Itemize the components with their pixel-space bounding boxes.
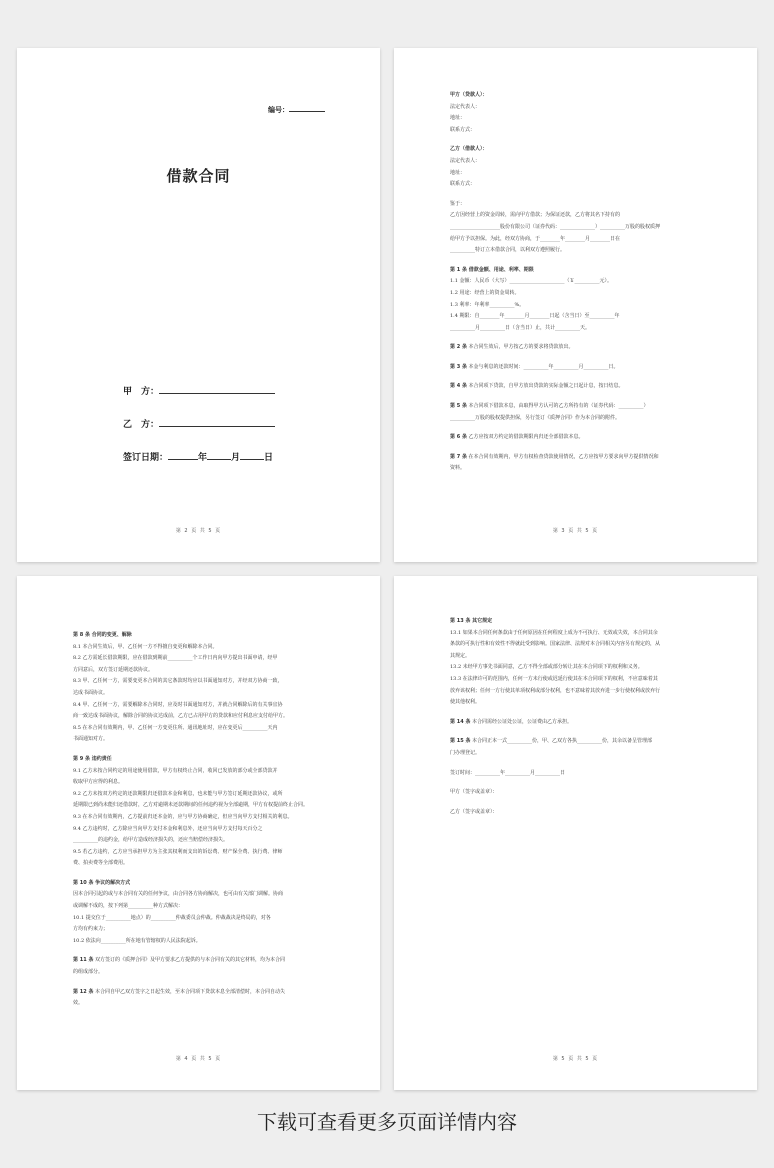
contract-number-line [289, 105, 325, 112]
paragraph-gap [73, 979, 328, 987]
paragraph-gap [73, 947, 328, 955]
paragraph-gap [450, 136, 705, 144]
body-line: 9.2 乙方未按双方约定的还款期限归还借款本金和利息，也未能与甲方签订延期还款协议，或所 [73, 790, 283, 797]
body-line: __________月__________日（含当日）止，共计__________天。 [450, 324, 591, 331]
paragraph-gap [450, 354, 705, 362]
body-line: 效。 [73, 1000, 84, 1007]
body-line: 第 3 条 本金与利息的还款时间：__________年__________月__________日。 [450, 363, 619, 370]
paragraph-gap [450, 779, 705, 787]
body-line: 收取甲方应得的利息。 [73, 779, 124, 786]
body-line: 第 5 条 本合同项下借款本息，由取得甲方认可的乙方所持有的（证券代码：__________） [450, 403, 649, 410]
body-line: 8.4 甲、乙任何一方，需要解除本合同时，应及时书面通知对方，并就合同解除后的有关事宜协 [73, 701, 283, 708]
body-line: 乙方（签字或盖章）： [450, 808, 498, 815]
body-line: 13.3 在法律许可的范围内，任何一方未行使或迟延行使其在本合同项下的权利，不应意味着其 [450, 675, 658, 682]
party-a-line [159, 385, 275, 394]
body-line: 条款的可执行性和有效性不得就此受到影响。国家法律、法规对本合同相关内容另有规定的，从 [450, 641, 661, 648]
body-line: 13.2 未经甲方事先书面同意，乙方不得全部或部分转让其在本合同项下的权利和义务。 [450, 664, 643, 671]
page-4-body [450, 616, 705, 818]
body-line: 甲方（签字或盖章）： [450, 789, 498, 796]
paragraph-gap [73, 746, 328, 754]
body-line: 地址： [450, 115, 466, 122]
section-heading: 第 8 条 合同的变更、解除 [73, 632, 132, 638]
body-line: 10.2 依法向__________所在地有管辖权的人民法院起诉。 [73, 937, 201, 944]
section-heading: 第 13 条 其它规定 [450, 618, 493, 624]
contract-number [268, 105, 325, 115]
body-line: 延期限已到尚未能归还借款时，乙方对逾期未还款期间的任何违约视为全部逾期，甲方有权提前终止合同。 [73, 802, 309, 809]
body-line: 第 11 条 双方签订的《质押合同》及甲方要求乙方提供的与本合同有关的其它材料，均为本合同 [73, 957, 286, 964]
body-line: 签订时间：__________年__________月__________日 [450, 769, 566, 776]
party-b-label: 乙 方： [123, 420, 160, 430]
body-line: 第 7 条 在本合同有效期内，甲方有权检查贷款使用情况，乙方应按甲方要求向甲方提供情况和 [450, 453, 659, 460]
body-line: 13.1 如果本合同任何条款由于任何原因在任何程度上成为不可执行、无效或失效，本合同其余 [450, 629, 658, 636]
body-line: 法定代表人： [450, 103, 481, 110]
body-line: __________的违约金，给甲方造成经济损失的，还应当赔偿经济损失。 [73, 837, 229, 844]
body-line: 第 6 条 乙方应按双方约定的借款期限内归还全部借款本息。 [450, 434, 584, 441]
body-line: 的组成部分。 [73, 969, 104, 976]
day-label: 日 [264, 453, 274, 463]
month-label: 月 [231, 453, 241, 463]
paragraph-gap [450, 334, 705, 342]
body-line: 第 15 条 本合同正本一式__________份，甲、乙双方各执__________份，其余以备呈管理部 [450, 738, 653, 745]
page-footer: 第 3 页 共 5 页 [552, 528, 599, 534]
party-b-field [123, 417, 275, 430]
article-number: 第 14 条 [450, 718, 471, 725]
body-line: 门办理登记。 [450, 749, 481, 756]
body-line: 第 2 条 本合同生效后，甲方按乙方的要求将贷款放出。 [450, 344, 574, 351]
body-line: 资料。 [450, 465, 466, 472]
body-line: 乙方因经营上的资金周转，需向甲方借款；为保证还款，乙方将其名下持有的 [450, 212, 621, 219]
page-4 [394, 576, 757, 1090]
paragraph-gap [450, 709, 705, 717]
page-footer: 第 5 页 共 5 页 [552, 1056, 599, 1062]
body-line: 商一致达成书面协议，解除合同的协议达成前，乙方已占用甲方的贷款和应付利息应支付给甲方。 [73, 713, 289, 720]
body-line: 1.4 期限：自________年________月________日起（含当日）至__________年 [450, 313, 620, 320]
paragraph-gap [450, 424, 705, 432]
paragraph-gap [450, 191, 705, 199]
article-number: 第 7 条 [450, 453, 467, 460]
body-line: 8.1 本合同生效后，甲、乙任何一方不得擅自变更和解除本合同。 [73, 643, 218, 650]
page-footer: 第 2 页 共 5 页 [175, 528, 222, 534]
body-line: __________特订立本借款合同，以利双方遵照履行。 [450, 247, 566, 254]
paragraph-gap [450, 373, 705, 381]
body-line: 达成书面协议。 [73, 689, 109, 696]
article-number: 第 15 条 [450, 738, 471, 745]
body-line: 10.1 提交位于__________地点）的__________仲裁委员会仲裁。仲裁裁决是终局的，对各 [73, 914, 271, 921]
body-line: 8.5 在本合同有效期内，甲、乙任何一方变更住所、通讯地址时，应在变更后__________天内 [73, 724, 278, 731]
page-2-body [450, 90, 705, 475]
body-line: 其规定。 [450, 652, 471, 659]
body-line: 1.3 利率：年利率__________%。 [450, 301, 525, 308]
paragraph-gap [450, 444, 705, 452]
body-line: 9.5 若乙方违约，乙方应当承担甲方为主张其权利而支出的诉讼费、财产保全费、执行费、律师 [73, 848, 283, 855]
body-line: 联系方式： [450, 126, 476, 133]
body-line: 8.2 乙方需延长借款期限，应在借款到期前__________个工作日内向甲方提出书面申请，经甲 [73, 655, 278, 662]
body-line: ____________________股份有限公司（证券代码：______________）__________万股的股权质押 [450, 223, 661, 230]
paragraph-gap [450, 728, 705, 736]
body-line: 第 4 条 本合同项下贷款，自甲方放出贷款的实际金额之日起计息，按日结息。 [450, 383, 624, 390]
body-line: 书面通知对方。 [73, 736, 109, 743]
article-number: 第 3 条 [450, 363, 467, 370]
body-line: 地址： [450, 169, 466, 176]
party-b-line [159, 418, 275, 427]
contract-number-label: 编号： [268, 106, 289, 114]
year-label: 年 [198, 453, 208, 463]
sign-date-label: 签订日期： [123, 453, 169, 463]
paragraph-gap [450, 393, 705, 401]
article-number: 第 5 条 [450, 403, 467, 410]
body-line: 法定代表人： [450, 157, 481, 164]
body-line: 或调解不成的，按下列第__________种方式解决： [73, 903, 184, 910]
body-line: 给甲方予以担保。为此，经双方协商，于________年________月________日在 [450, 235, 621, 242]
body-line: 鉴于： [450, 200, 466, 207]
page-2 [394, 48, 757, 562]
body-line: 1.1 金额：人民币（大写）______________________（￥__________元）。 [450, 278, 613, 285]
article-number: 第 12 条 [73, 988, 94, 995]
body-line: 方同意后，双方签订延期还款协议。 [73, 666, 154, 673]
body-line: 1.2 用途：经营上的资金周转。 [450, 289, 520, 296]
paragraph-gap [450, 799, 705, 807]
section-heading: 甲方（贷款人）： [450, 92, 488, 98]
body-line: 使其他权利。 [450, 699, 481, 706]
body-line: 联系方式： [450, 181, 476, 188]
body-line: 第 14 条 本合同需经公证处公证，公证费由乙方承担。 [450, 718, 573, 725]
body-line: 9.3 在本合同有效期内，乙方提前归还本金的，应与甲方协商确定，但应当向甲方支付相关的利息。 [73, 813, 293, 820]
section-heading: 第 9 条 违约责任 [73, 755, 112, 762]
section-heading: 乙方（借款人）： [450, 146, 488, 153]
article-number: 第 4 条 [450, 383, 467, 390]
body-line: 第 12 条 本合同自甲乙双方签字之日起生效，至本合同项下贷款本息全部清偿时，本合同自动失 [73, 988, 286, 995]
body-line: 方均有约束力； [73, 926, 109, 933]
body-line: 9.4 乙方违约时，乙方除应当向甲方支付本金和利息外，还应当向甲方支付每天百分之 [73, 825, 263, 832]
section-heading: 第 1 条 借款金额、用途、利率、期限 [450, 266, 534, 273]
paragraph-gap [450, 760, 705, 768]
page-3-body [73, 630, 328, 1010]
paragraph-gap [450, 257, 705, 265]
body-line: 放弃该权利；任何一方行使其单项权利或部分权利，也不意味着其放弃进一步行使权利或放弃行 [450, 687, 661, 694]
body-line: 费、拍卖费等全部费用。 [73, 860, 129, 867]
body-line: 因本合同引起的或与本合同有关的任何争议，由合同各方协商解决，也可由有关部门调解。协商 [73, 891, 284, 898]
article-number: 第 6 条 [450, 434, 467, 441]
paragraph-gap [73, 870, 328, 878]
download-caption[interactable]: 下载可查看更多页面详情内容 [257, 1110, 517, 1134]
party-a-field [123, 384, 275, 397]
page-cover [17, 48, 380, 562]
body-line: __________万股的股权提供担保，另行签订《质押合同》作为本合同的附件。 [450, 414, 621, 421]
article-number: 第 11 条 [73, 957, 94, 964]
page-footer: 第 4 页 共 5 页 [175, 1056, 222, 1062]
section-heading: 第 10 条 争议的解决方式 [73, 879, 131, 886]
body-line: 9.1 乙方未按合同约定的用途使用借款，甲方有权终止合同，收回已发放的部分或全部贷款并 [73, 767, 278, 774]
article-number: 第 2 条 [450, 344, 467, 351]
party-a-label: 甲 方： [123, 387, 160, 397]
body-line: 8.3 甲、乙任何一方，需要变更本合同的其它条款时均应以书面通知对方，并经双方协商一致， [73, 678, 283, 685]
document-title: 借款合同 [166, 167, 231, 185]
sign-date-field [123, 450, 273, 463]
page-3 [17, 576, 380, 1090]
